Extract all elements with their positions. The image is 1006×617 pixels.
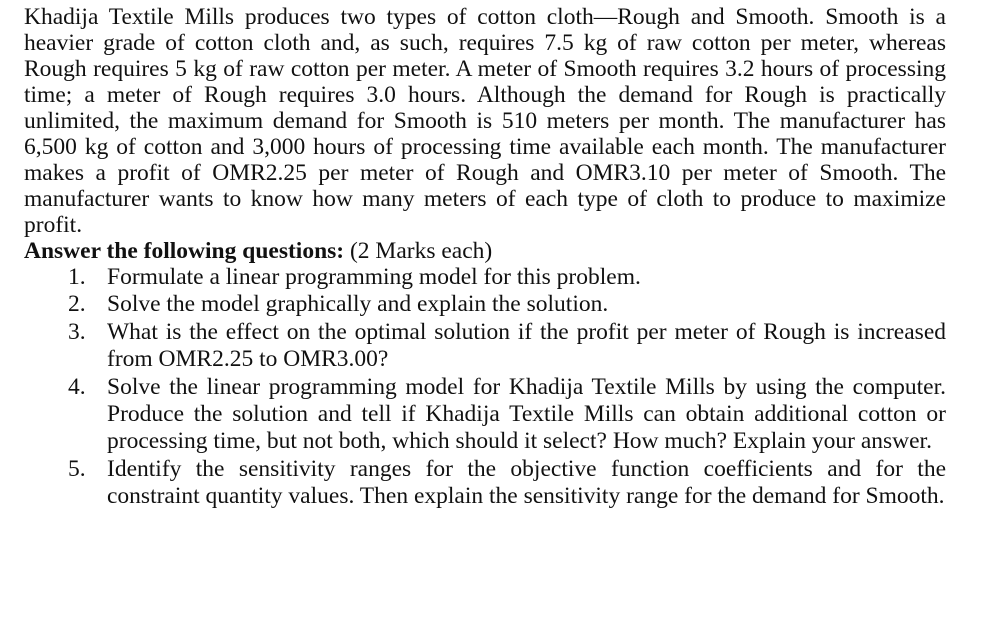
instructions-label: Answer the following questions: <box>24 238 345 264</box>
question-item <box>24 319 946 374</box>
question-number: 2. <box>68 291 86 318</box>
question-text: What is the effect on the optimal solution if the profit per meter of Rough is increased from OMR2.25 to OMR3.00? <box>107 318 946 373</box>
question-item <box>24 291 946 318</box>
document-body <box>24 4 946 511</box>
question-item <box>24 456 946 511</box>
instructions-marks: (2 Marks each) <box>349 238 493 264</box>
question-list <box>24 264 946 511</box>
question-number: 5. <box>68 455 86 482</box>
problem-statement: Khadija Textile Mills produces two types of cotton cloth—Rough and Smooth. Smooth is a heavier grade of cotton cloth and, as such, requires 7.5 kg of raw cotton per meter, whereas Rough requires 5 kg of raw cotton per meter. A meter of Smooth requires 3.2 hours of processing time; a meter of Rough requires 3.0 hours. Although the demand for Rough is practically unlimited, the maximum demand for Smooth is 510 meters per month. The manufacturer has 6,500 kg of cotton and 3,000 hours of processing time available each month. The manufacturer makes a profit of OMR2.25 per meter of Rough and OMR3.10 per meter of Smooth. The manufacturer wants to know how many meters of each type of cloth to produce to maximize profit. <box>24 4 946 238</box>
question-text: Identify the sensitivity ranges for the objective function coefficients and for the constraint quantity values. Then explain the sensitivity range for the demand for Smooth. <box>107 455 946 510</box>
question-number: 3. <box>68 318 86 345</box>
question-text: Formulate a linear programming model for this problem. <box>107 264 641 290</box>
question-item <box>24 374 946 456</box>
question-text: Solve the linear programming model for Khadija Textile Mills by using the computer. Produce the solution and tell if Khadija Textile Mills can obtain additional cotton or processing time, but not both, which should it select? How much? Explain your answer. <box>107 373 946 455</box>
question-number: 1. <box>68 264 86 290</box>
question-number: 4. <box>68 373 86 400</box>
question-item <box>24 264 946 291</box>
question-text: Solve the model graphically and explain the solution. <box>107 291 609 318</box>
instructions-heading <box>24 238 946 264</box>
